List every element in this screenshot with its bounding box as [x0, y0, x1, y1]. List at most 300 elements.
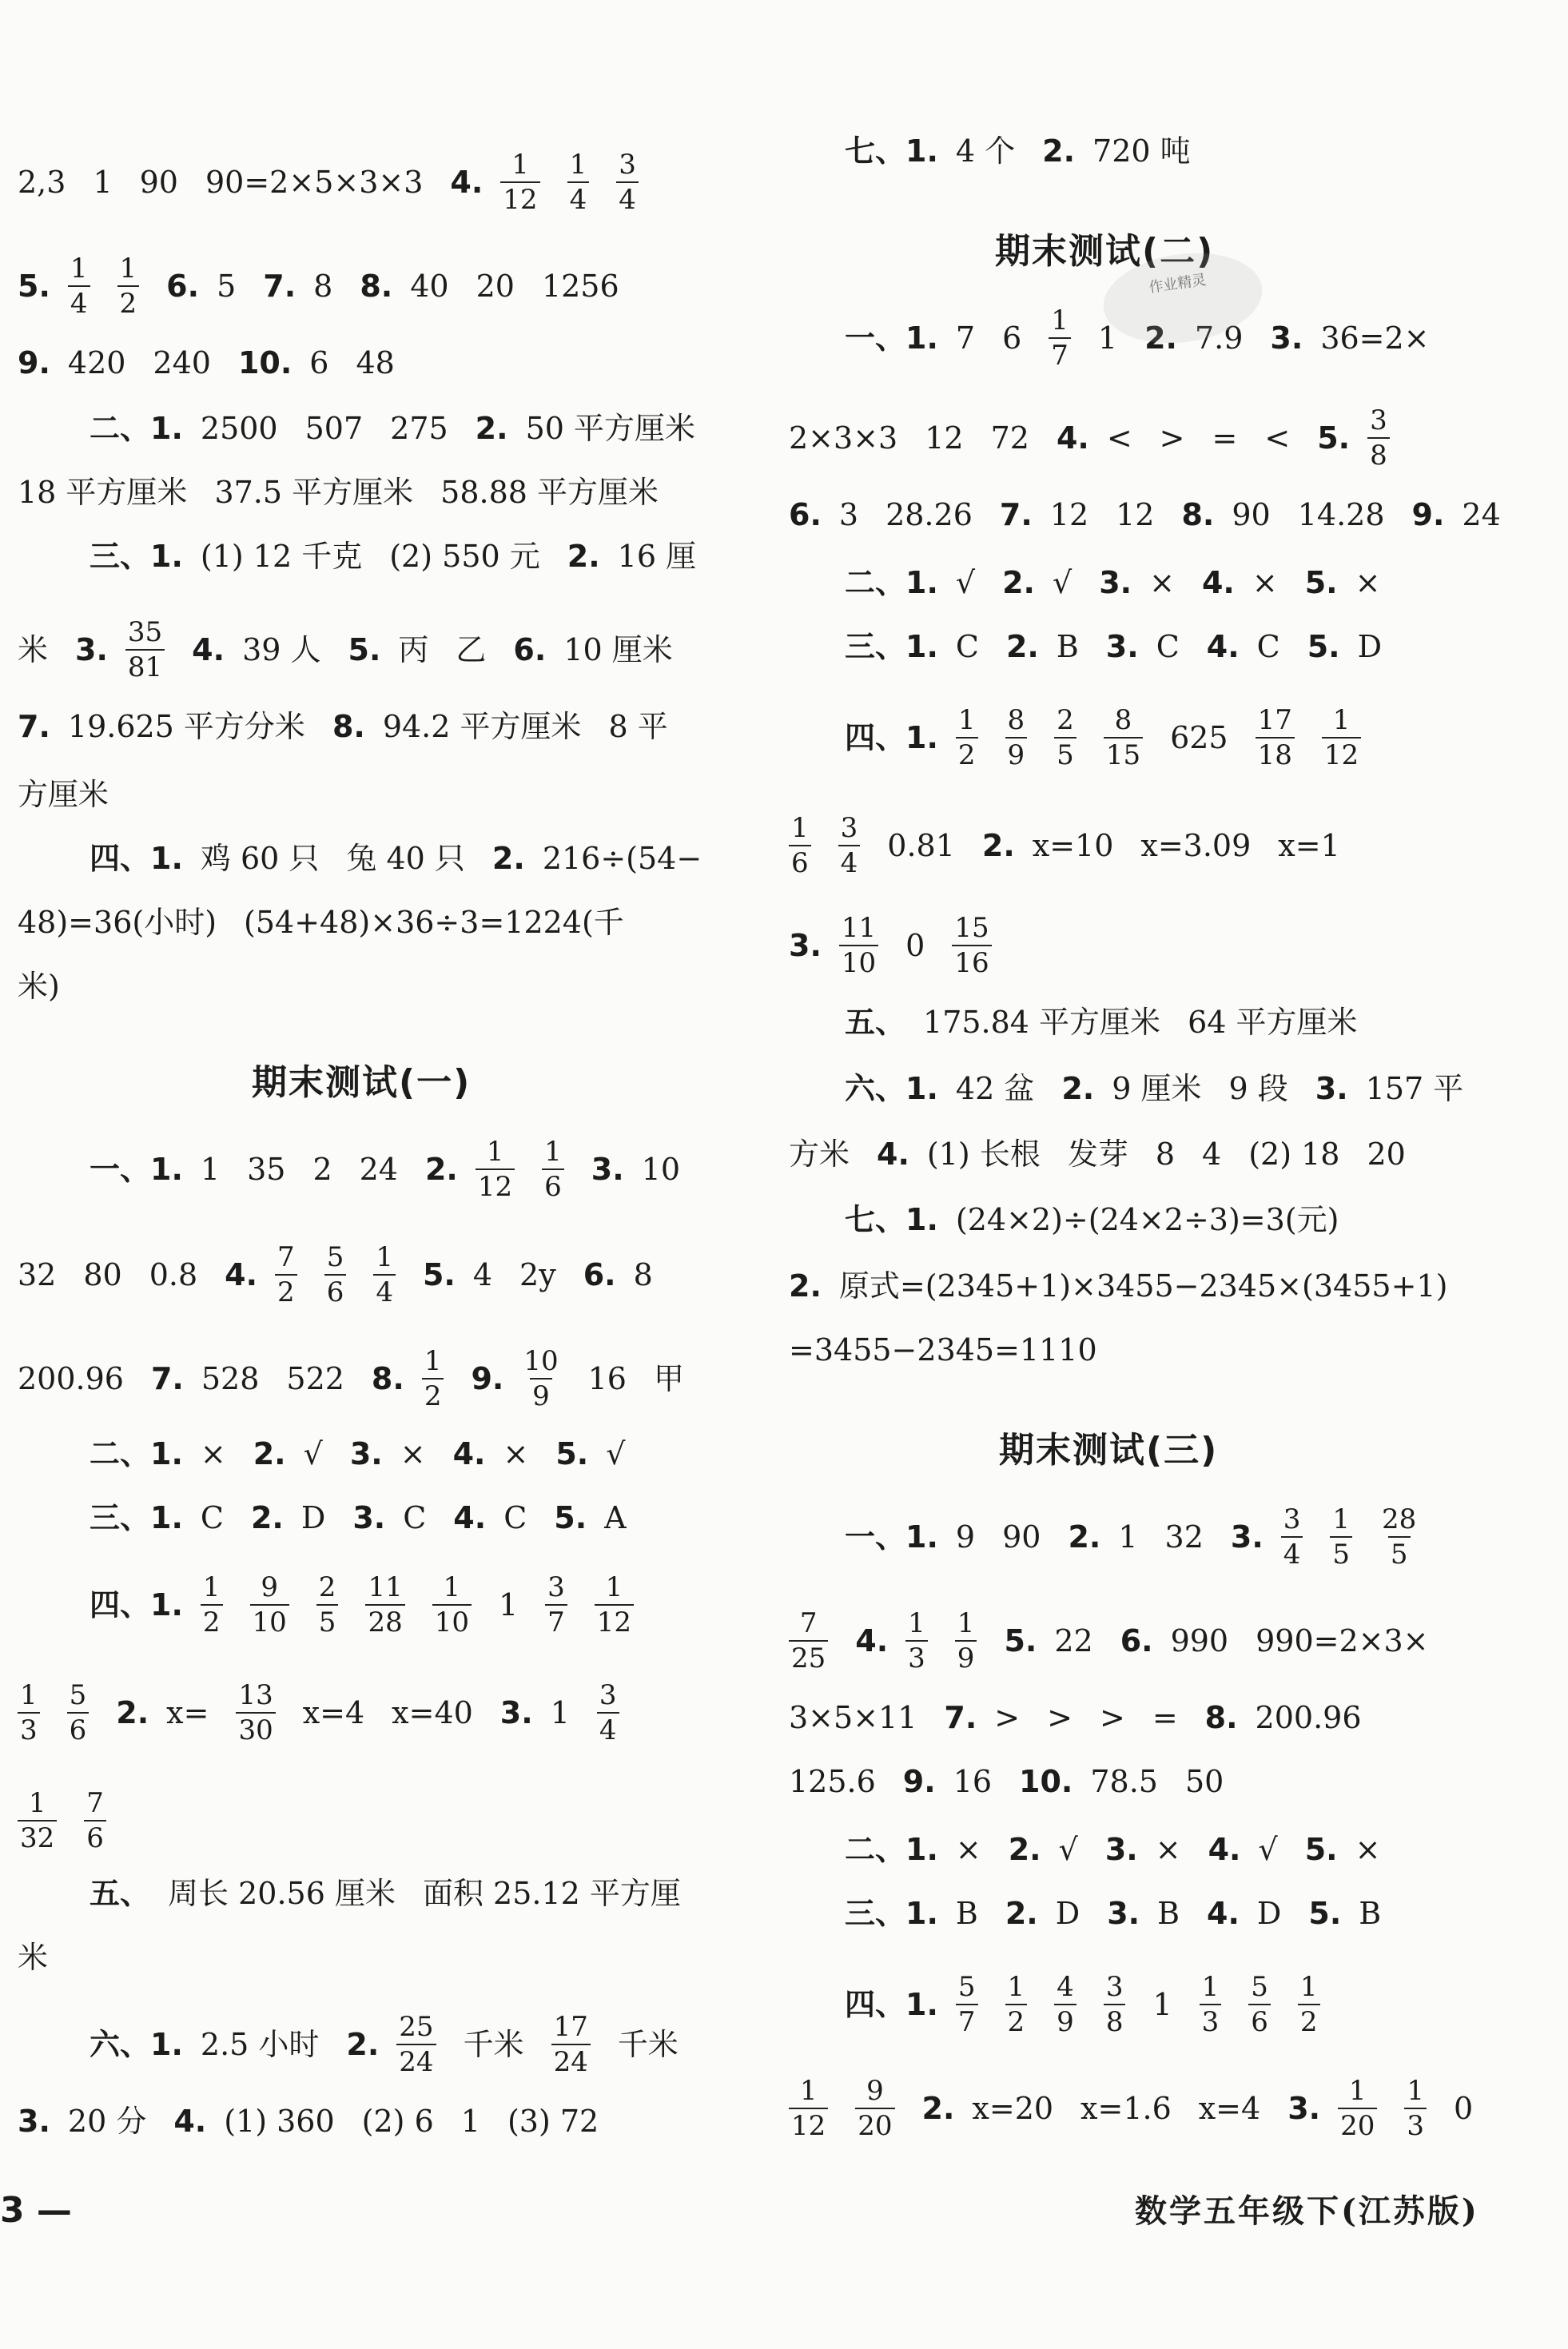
numerator: 1	[1332, 1503, 1351, 1535]
answer-text: 720 吨	[1092, 133, 1191, 169]
answer-text: 39 人	[242, 632, 321, 667]
left-column	[0, 0, 751, 2349]
question-number: 2.	[1005, 628, 1039, 664]
fraction	[595, 1571, 634, 1639]
question-number: 2.	[250, 1499, 284, 1535]
numerator: 5	[957, 1971, 976, 2003]
answer-line	[90, 1427, 652, 1475]
denominator: 2	[117, 285, 140, 320]
question-number: 4.	[173, 2103, 207, 2139]
numerator: 1	[957, 1607, 975, 1639]
denominator: 5	[1054, 737, 1077, 772]
denominator: 18	[1256, 737, 1295, 772]
question-number: 六、1.	[90, 2027, 183, 2062]
question-number: 2.	[921, 2091, 955, 2126]
answer-text: 72	[990, 420, 1029, 456]
question-number: 4.	[1206, 628, 1240, 664]
answer-text: 625	[1170, 720, 1228, 755]
answer-text: 0	[905, 928, 925, 963]
answer-text: 甲	[653, 1361, 684, 1396]
numerator: 17	[553, 2011, 588, 2043]
fraction	[1104, 703, 1143, 772]
numerator: 9	[866, 2075, 884, 2107]
fraction	[373, 1240, 396, 1309]
answer-line	[845, 1061, 1490, 1109]
answer-line	[789, 1259, 1474, 1307]
numerator: 5	[69, 1679, 87, 1711]
answer-text: 2	[312, 1152, 332, 1187]
numerator: 5	[1251, 1971, 1268, 2003]
fraction	[250, 1571, 289, 1639]
fraction	[365, 1571, 404, 1639]
question-number: 5.	[1004, 1623, 1037, 1658]
question-number: 8.	[1181, 496, 1215, 532]
denominator: 12	[595, 1604, 634, 1639]
answer-text: (1) 360	[224, 2103, 335, 2139]
answer-line	[18, 2094, 626, 2142]
question-number: 5.	[348, 632, 381, 667]
numerator: 1	[443, 1571, 461, 1603]
answer-line	[789, 2074, 1500, 2142]
denominator: 12	[476, 1169, 515, 1204]
answer-text: 千米	[463, 2027, 524, 2062]
fraction	[956, 703, 978, 772]
fraction	[125, 615, 165, 684]
numerator: 1	[1407, 2075, 1424, 2107]
answer-line	[845, 703, 1388, 771]
fraction	[1049, 304, 1071, 372]
answer-text: 米	[18, 1939, 49, 1975]
question-number: 2.	[491, 840, 525, 876]
denominator: 2	[1298, 2004, 1320, 2039]
question-number: 二、1.	[90, 1435, 183, 1471]
answer-text: A	[604, 1499, 627, 1535]
fraction	[432, 1571, 472, 1639]
numerator: 1	[799, 2075, 818, 2107]
answer-text: 507	[304, 410, 364, 446]
question-number: 2.	[424, 1152, 458, 1187]
numerator: 8	[1114, 704, 1132, 736]
denominator: 24	[396, 2044, 436, 2079]
question-number: 7.	[944, 1699, 977, 1735]
question-number: 一、1.	[845, 1519, 938, 1555]
denominator: 12	[789, 2108, 828, 2143]
answer-text: 990	[1170, 1623, 1229, 1658]
answer-text: 18 平方厘米	[18, 474, 188, 510]
section-title-test1: 期末测试(一)	[252, 1062, 472, 1103]
answer-text: 1	[93, 165, 113, 200]
question-number: 2.	[1068, 1519, 1101, 1555]
question-number: 一、1.	[90, 1152, 183, 1187]
answer-text: x=40	[392, 1695, 473, 1730]
question-number: 7.	[150, 1361, 184, 1396]
numerator: 1	[20, 1679, 38, 1711]
fraction	[396, 2010, 436, 2079]
answer-line	[90, 1571, 661, 1638]
question-number: 7.	[263, 269, 296, 304]
fraction	[84, 1786, 106, 1855]
question-number: 2.	[253, 1435, 286, 1471]
denominator: 2	[275, 1274, 297, 1309]
denominator: 6	[542, 1169, 564, 1204]
question-number: 3.	[1315, 1070, 1348, 1106]
answer-text: B	[1157, 1895, 1180, 1931]
answer-text: 12	[1049, 496, 1089, 532]
answer-line	[789, 1606, 1456, 1674]
answer-line	[845, 619, 1409, 667]
denominator: 8	[1367, 437, 1390, 472]
question-number: 4.	[1208, 1831, 1241, 1867]
numerator: 1	[486, 1136, 504, 1168]
question-number: 五、	[845, 1004, 906, 1040]
answer-text: 丙	[398, 632, 429, 667]
answer-text: 12	[925, 420, 964, 456]
fraction	[67, 1678, 90, 1747]
fraction	[1367, 404, 1390, 472]
denominator: 2	[422, 1378, 444, 1413]
question-number: 5.	[555, 1435, 589, 1471]
numerator: 10	[523, 1345, 559, 1377]
fraction	[855, 2074, 894, 2143]
question-number: 6.	[513, 632, 547, 667]
answer-text: 522	[286, 1361, 344, 1396]
answer-text: (2) 18	[1248, 1136, 1340, 1172]
answer-text: 20	[476, 269, 515, 304]
answer-text: 米)	[18, 968, 60, 1004]
question-number: 一、1.	[845, 320, 938, 356]
denominator: 30	[236, 1712, 275, 1747]
answer-text: 16	[953, 1763, 993, 1799]
answer-text: D	[300, 1499, 326, 1535]
denominator: 7	[956, 2004, 978, 2039]
question-number: 8.	[332, 708, 365, 744]
numerator: 1	[202, 1571, 221, 1603]
question-number: 5.	[422, 1257, 456, 1292]
question-number: 3.	[499, 1695, 533, 1730]
answer-line	[18, 767, 136, 815]
question-number: 3.	[1270, 320, 1303, 356]
fraction	[789, 2074, 828, 2143]
answer-line	[90, 401, 722, 449]
numerator: 1	[605, 1571, 623, 1603]
denominator: 81	[125, 649, 165, 684]
denominator: 6	[67, 1712, 90, 1747]
answer-text: 990=2×3×	[1256, 1623, 1429, 1658]
question-number: 5.	[554, 1499, 587, 1535]
answer-text: x=1	[1278, 828, 1340, 863]
answer-text: 兔 40 只	[346, 840, 465, 876]
answer-line	[90, 529, 723, 577]
numerator: 7	[86, 1787, 104, 1819]
answer-text: 200.96	[1255, 1699, 1362, 1735]
answer-text: √	[955, 564, 976, 600]
question-number: 5.	[1308, 1895, 1342, 1931]
question-number: 6.	[789, 496, 822, 532]
denominator: 28	[365, 1604, 404, 1639]
fraction	[551, 2010, 591, 2079]
denominator: 3	[1200, 2004, 1222, 2039]
denominator: 6	[1248, 2004, 1271, 2039]
answer-text: x=	[166, 1695, 209, 1730]
denominator: 32	[18, 1820, 57, 1855]
answer-text: 90	[1002, 1519, 1041, 1555]
question-number: 二、1.	[845, 1831, 938, 1867]
question-number: 六、1.	[845, 1070, 938, 1106]
answer-line	[18, 1240, 680, 1308]
answer-line	[789, 404, 1417, 472]
answer-line	[18, 895, 651, 943]
answer-text: 58.88 平方厘米	[440, 474, 659, 510]
numerator: 11	[368, 1571, 403, 1603]
question-number: 9.	[1411, 496, 1445, 532]
question-number: 7.	[18, 708, 50, 744]
question-number: 8.	[371, 1361, 404, 1396]
numerator: 13	[238, 1679, 273, 1711]
denominator: 5	[316, 1604, 339, 1639]
answer-text: >	[1159, 420, 1185, 456]
answer-line	[90, 1135, 707, 1203]
numerator: 3	[599, 1679, 617, 1711]
question-number: 2.	[475, 410, 508, 446]
answer-line	[789, 1323, 1124, 1371]
denominator: 7	[545, 1604, 567, 1639]
answer-text: x=3.09	[1140, 828, 1252, 863]
numerator: 1	[1007, 1971, 1025, 2003]
fraction	[789, 1606, 828, 1675]
fraction	[201, 1571, 223, 1639]
denominator: 15	[1104, 737, 1143, 772]
answer-text: C	[1156, 628, 1180, 664]
answer-line	[18, 465, 686, 513]
answer-text: ×	[1252, 564, 1278, 600]
denominator: 5	[1330, 1536, 1352, 1571]
answer-text: 鸡 60 只	[200, 840, 320, 876]
question-number: 6.	[583, 1257, 616, 1292]
denominator: 4	[1281, 1536, 1303, 1571]
question-number: 6.	[1120, 1623, 1153, 1658]
answer-text: 方米	[789, 1136, 850, 1172]
answer-text: D	[1357, 628, 1383, 664]
question-number: 三、1.	[845, 1895, 938, 1931]
denominator: 4	[597, 1712, 619, 1747]
question-number: 10.	[237, 344, 293, 380]
question-number: 4.	[453, 1499, 487, 1535]
question-number: 2.	[1042, 133, 1076, 169]
question-number: 3.	[1099, 564, 1132, 600]
question-number: 2.	[789, 1268, 822, 1304]
numerator: 8	[1007, 704, 1025, 736]
fraction	[567, 148, 590, 217]
numerator: 1	[908, 1607, 925, 1639]
answer-text: 0.8	[149, 1257, 198, 1292]
answer-line	[18, 336, 422, 384]
answer-text: 3×5×11	[789, 1699, 917, 1735]
answer-text: √	[606, 1435, 626, 1471]
answer-text: 8 平	[608, 708, 668, 744]
denominator: 5	[1388, 1536, 1411, 1571]
answer-line	[845, 1503, 1446, 1571]
numerator: 15	[954, 912, 989, 944]
answer-text: 发芽	[1067, 1136, 1128, 1172]
question-number: 七、1.	[845, 1201, 938, 1237]
answer-text: 90	[1232, 496, 1271, 532]
numerator: 1	[791, 812, 809, 844]
answer-text: C	[200, 1499, 224, 1535]
denominator: 10	[432, 1604, 472, 1639]
answer-text: 3	[838, 496, 859, 532]
answer-text: D	[1256, 1895, 1282, 1931]
answer-text: 7	[955, 320, 976, 356]
denominator: 25	[789, 1640, 828, 1675]
denominator: 9	[1005, 737, 1028, 772]
answer-text: 6	[309, 344, 329, 380]
answer-line	[789, 1127, 1433, 1175]
answer-text: (3) 72	[507, 2103, 599, 2139]
fraction	[905, 1606, 928, 1675]
numerator: 28	[1382, 1503, 1417, 1535]
answer-line	[18, 1344, 711, 1412]
answer-text: 米	[18, 632, 49, 667]
question-number: 5.	[1304, 1831, 1338, 1867]
numerator: 1	[119, 253, 137, 285]
question-number: 3.	[1287, 2091, 1321, 2126]
fraction	[1322, 703, 1361, 772]
numerator: 1	[957, 704, 976, 736]
denominator: 3	[905, 1640, 928, 1675]
answer-text: D	[1055, 1895, 1080, 1931]
section-title-test2: 期末测试(二)	[995, 231, 1215, 272]
answer-line	[90, 2010, 706, 2078]
answer-text: 方厘米	[18, 776, 109, 812]
answer-text: ×	[1355, 564, 1381, 600]
answer-text: ×	[200, 1435, 226, 1471]
answer-text: 1	[498, 1587, 519, 1622]
answer-text: 1256	[541, 269, 619, 304]
answer-text: 125.6	[789, 1763, 876, 1799]
answer-line	[845, 995, 1385, 1043]
fraction	[1005, 1970, 1028, 2039]
answer-text: 64 平方厘米	[1188, 1004, 1358, 1040]
fraction	[316, 1571, 339, 1639]
answer-text: 周长 20.56 厘米	[168, 1875, 396, 1911]
answer-text: 9	[955, 1519, 976, 1555]
answer-text: ×	[1149, 564, 1175, 600]
denominator: 6	[324, 1274, 347, 1309]
answer-text: 4	[1202, 1136, 1222, 1172]
question-number: 三、1.	[90, 538, 183, 574]
stamp-watermark: 作业精灵	[1097, 244, 1268, 353]
answer-text: 8	[633, 1257, 653, 1292]
numerator: 11	[841, 912, 877, 944]
answer-text: ×	[503, 1435, 529, 1471]
question-number: 二、1.	[845, 564, 938, 600]
answer-line	[18, 699, 695, 747]
fraction	[500, 148, 539, 217]
answer-text: 1	[1118, 1519, 1138, 1555]
answer-line	[789, 811, 1367, 879]
denominator: 2	[1005, 2004, 1028, 2039]
fraction	[18, 1786, 57, 1855]
denominator: 7	[1049, 337, 1071, 372]
answer-text: >	[1047, 1699, 1073, 1735]
answer-line	[845, 124, 1218, 172]
question-number: 2.	[1008, 1831, 1041, 1867]
numerator: 2	[318, 1571, 336, 1603]
question-number: 2.	[1005, 1895, 1038, 1931]
numerator: 1	[569, 149, 587, 181]
numerator: 3	[840, 812, 858, 844]
answer-text: x=20	[972, 2091, 1054, 2126]
fraction	[789, 811, 811, 880]
fraction	[838, 811, 861, 880]
numerator: 9	[261, 1571, 278, 1603]
answer-line	[18, 1786, 133, 1854]
numerator: 3	[619, 149, 636, 181]
numerator: 5	[326, 1241, 344, 1273]
numerator: 1	[1299, 1971, 1318, 2003]
fraction	[1248, 1970, 1271, 2039]
numerator: 1	[1051, 305, 1069, 336]
denominator: 4	[838, 845, 861, 880]
question-number: 四、1.	[845, 720, 938, 755]
question-number: 四、1.	[90, 840, 183, 876]
fraction	[476, 1135, 515, 1204]
answer-text: 原式=(2345+1)×3455−2345×(3455+1)	[838, 1268, 1448, 1304]
answer-text: 32	[18, 1257, 57, 1292]
question-number: 4.	[450, 165, 484, 200]
book-title-footer: 数学五年级下(江苏版)	[1135, 2192, 1479, 2230]
numerator: 17	[1257, 704, 1292, 736]
question-number: 2.	[1144, 320, 1177, 356]
denominator: 20	[1338, 2108, 1377, 2143]
answer-text: (54+48)×36÷3=1224(千	[244, 904, 624, 940]
denominator: 12	[1322, 737, 1361, 772]
numerator: 1	[511, 149, 529, 181]
question-number: 4.	[877, 1136, 909, 1172]
fraction	[1054, 703, 1077, 772]
denominator: 3	[1404, 2108, 1427, 2143]
answer-line	[18, 959, 87, 1007]
fraction	[839, 911, 878, 980]
answer-text: 4 个	[955, 133, 1016, 169]
answer-text: 157 平	[1365, 1070, 1464, 1106]
answer-line	[90, 1491, 654, 1539]
answer-text: 乙	[456, 632, 487, 667]
question-number: 3.	[789, 928, 822, 963]
fraction	[521, 1344, 560, 1413]
denominator: 4	[373, 1274, 396, 1309]
fraction	[1054, 1970, 1077, 2039]
answer-line	[789, 911, 1019, 979]
question-number: 3.	[591, 1152, 624, 1187]
question-number: 2.	[346, 2027, 380, 2062]
answer-text: B	[1359, 1895, 1382, 1931]
question-number: 五、	[90, 1875, 151, 1911]
fraction	[542, 1135, 564, 1204]
fraction	[597, 1678, 619, 1747]
answer-line	[18, 615, 700, 683]
answer-text: 78.5	[1090, 1763, 1158, 1799]
fraction	[18, 1678, 40, 1747]
answer-text: 24	[1462, 496, 1501, 532]
question-number: 3.	[1105, 628, 1139, 664]
answer-text: 1	[200, 1152, 221, 1187]
answer-text: 175.84 平方厘米	[923, 1004, 1161, 1040]
answer-text: C	[503, 1499, 527, 1535]
answer-text: =	[1152, 1699, 1178, 1735]
fraction	[1256, 703, 1295, 772]
answer-line	[845, 1886, 1408, 1934]
